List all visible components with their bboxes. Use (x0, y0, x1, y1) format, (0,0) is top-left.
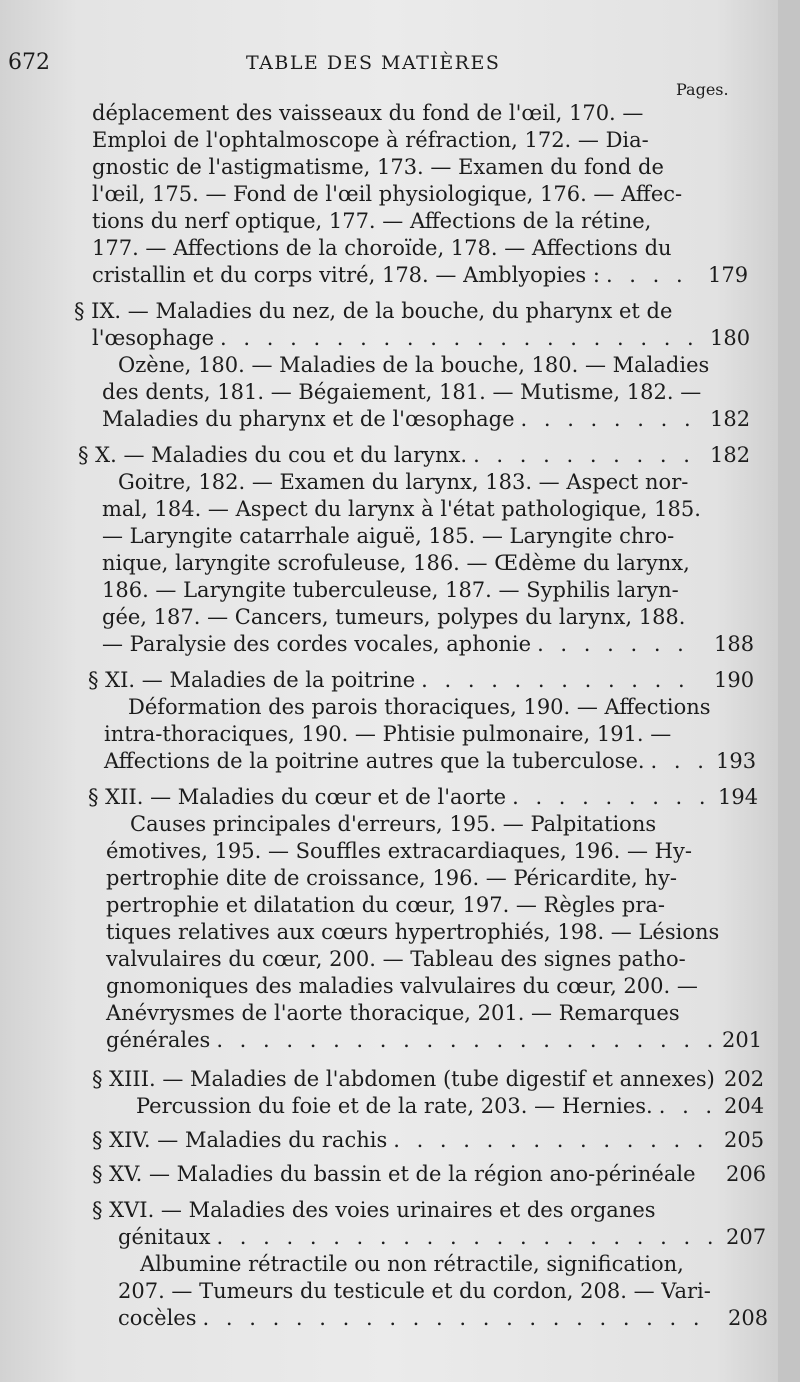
toc-line: Goitre, 182. — Examen du larynx, 183. — Aspect nor- (118, 470, 689, 494)
toc-line: des dents, 181. — Bégaiement, 181. — Mutisme, 182. — (102, 380, 702, 404)
page-number: 672 (8, 50, 50, 75)
toc-line-text: cocèles (118, 1306, 197, 1330)
section-heading: § XV. — Maladies du bassin et de la région ano-périnéale (92, 1162, 696, 1186)
toc-line: mal, 184. — Aspect du larynx à l'état pathologique, 185. (102, 497, 701, 521)
toc-line: 186. — Laryngite tuberculeuse, 187. — Syphilis laryn- (102, 578, 679, 602)
toc-line: Ozène, 180. — Maladies de la bouche, 180. — Maladies (118, 353, 710, 377)
page-ref: 193 (716, 749, 757, 773)
page-ref: 182 (710, 443, 751, 467)
toc-line: Causes principales d'erreurs, 195. — Palpitations (130, 812, 657, 836)
toc-line: tiques relatives aux cœurs hypertrophiés, 198. — Lésions (106, 920, 720, 944)
section-heading: § X. — Maladies du cou et du larynx. (78, 443, 468, 467)
dot-leader (421, 667, 700, 694)
toc-line-leader (118, 1305, 716, 1332)
page-ref: 179 (708, 263, 749, 287)
toc-line: Anévrysmes de l'aorte thoracique, 201. — Remarques (106, 1001, 680, 1025)
toc-line: 207. — Tumeurs du testicule et du cordon, 208. — Vari- (118, 1279, 711, 1303)
section-heading: § XIV. — Maladies du rachis (92, 1128, 388, 1152)
page-ref: 188 (714, 632, 755, 656)
section-heading: § XI. — Maladies de la poitrine (88, 668, 416, 692)
toc-line-text: générales (106, 1028, 211, 1052)
page-ref: 201 (722, 1028, 763, 1052)
toc-line: 177. — Affections de la choroïde, 178. — Affections du (92, 236, 672, 260)
page-ref: 205 (724, 1128, 765, 1152)
toc-line: l'œil, 175. — Fond de l'œil physiologique, 176. — Affec- (92, 182, 683, 206)
toc-line: pertrophie et dilatation du cœur, 197. — Règles pra- (106, 893, 665, 917)
toc-line-text: Affections de la poitrine autres que la tuberculose. (104, 749, 645, 773)
toc-line: tions du nerf optique, 177. — Affections de la rétine, (92, 209, 652, 233)
toc-line-leader (92, 1127, 712, 1154)
toc-line-text: cristallin et du corps vitré, 178. — Amblyopies : (92, 263, 600, 287)
toc-line: déplacement des vaisseaux du fond de l'œil, 170. — (92, 101, 644, 125)
page-ref: 206 (726, 1162, 767, 1186)
toc-line-leader (78, 442, 696, 469)
page-ref: 202 (724, 1067, 765, 1091)
toc-line-leader (136, 1093, 712, 1120)
toc-line: intra-thoraciques, 190. — Phtisie pulmonaire, 191. — (104, 722, 672, 746)
toc-line: gnostic de l'astigmatisme, 173. — Examen du fond de (92, 155, 664, 179)
toc-line: Emploi de l'ophtalmoscope à réfraction, 172. — Dia- (92, 128, 649, 152)
page-ref: 194 (718, 785, 759, 809)
dot-leader (393, 1127, 712, 1154)
dot-leader (473, 442, 696, 469)
dot-leader (521, 406, 697, 433)
section-heading: § IX. — Maladies du nez, de la bouche, du pharynx et de (74, 299, 673, 323)
toc-line-leader (118, 1224, 714, 1251)
page-ref: 182 (710, 407, 751, 431)
toc-line-text: génitaux (118, 1225, 211, 1249)
toc-line: émotives, 195. — Souffles extracardiaques, 196. — Hy- (106, 839, 692, 863)
page-ref: 204 (724, 1094, 765, 1118)
toc-line: Albumine rétractile ou non rétractile, signification, (140, 1252, 684, 1276)
dot-leader (651, 748, 704, 775)
toc-line-text: Maladies du pharynx et de l'œsophage (102, 407, 515, 431)
toc-line-leader (104, 748, 704, 775)
section-heading: § XVI. — Maladies des voies urinaires et des organes (92, 1198, 656, 1222)
toc-line-leader (106, 1027, 712, 1054)
toc-line-leader (92, 262, 692, 289)
toc-line: gnomoniques des maladies valvulaires du cœur, 200. — (106, 974, 698, 998)
toc-line-text: l'œsophage (92, 326, 215, 350)
dot-leader (512, 784, 704, 811)
toc-line: pertrophie dite de croissance, 196. — Péricardite, hy- (106, 866, 678, 890)
section-heading: § XII. — Maladies du cœur et de l'aorte (88, 785, 507, 809)
toc-line-leader (88, 667, 700, 694)
page-edge (778, 0, 800, 1382)
toc-line: gée, 187. — Cancers, tumeurs, polypes du larynx, 188. (102, 605, 686, 629)
toc-line-leader (102, 406, 696, 433)
page-ref: 207 (726, 1225, 767, 1249)
toc-line-leader (102, 631, 700, 658)
toc-line: Déformation des parois thoraciques, 190. — Affections (128, 695, 711, 719)
toc-line: valvulaires du cœur, 200. — Tableau des signes patho- (106, 947, 686, 971)
dot-leader (659, 1093, 712, 1120)
dot-leader (203, 1305, 716, 1332)
section-heading: § XIII. — Maladies de l'abdomen (tube digestif et annexes) (92, 1067, 715, 1091)
page-ref: 190 (714, 668, 755, 692)
toc-line: nique, laryngite scrofuleuse, 186. — Œdème du larynx, (102, 551, 690, 575)
pages-column-label: Pages. (676, 80, 729, 99)
page-ref: 208 (728, 1306, 769, 1330)
dot-leader (216, 1027, 712, 1054)
toc-line-leader (92, 325, 696, 352)
page-ref: 180 (710, 326, 751, 350)
dot-leader (216, 1224, 714, 1251)
running-title: TABLE DES MATIÈRES (246, 52, 501, 74)
dot-leader (537, 631, 700, 658)
dot-leader (220, 325, 696, 352)
dot-leader (606, 262, 692, 289)
toc-line-leader (88, 784, 704, 811)
toc-line-text: Percussion du foie et de la rate, 203. — Hernies. (136, 1094, 653, 1118)
toc-line-text: — Paralysie des cordes vocales, aphonie (102, 632, 532, 656)
toc-line: — Laryngite catarrhale aiguë, 185. — Laryngite chro- (102, 524, 675, 548)
